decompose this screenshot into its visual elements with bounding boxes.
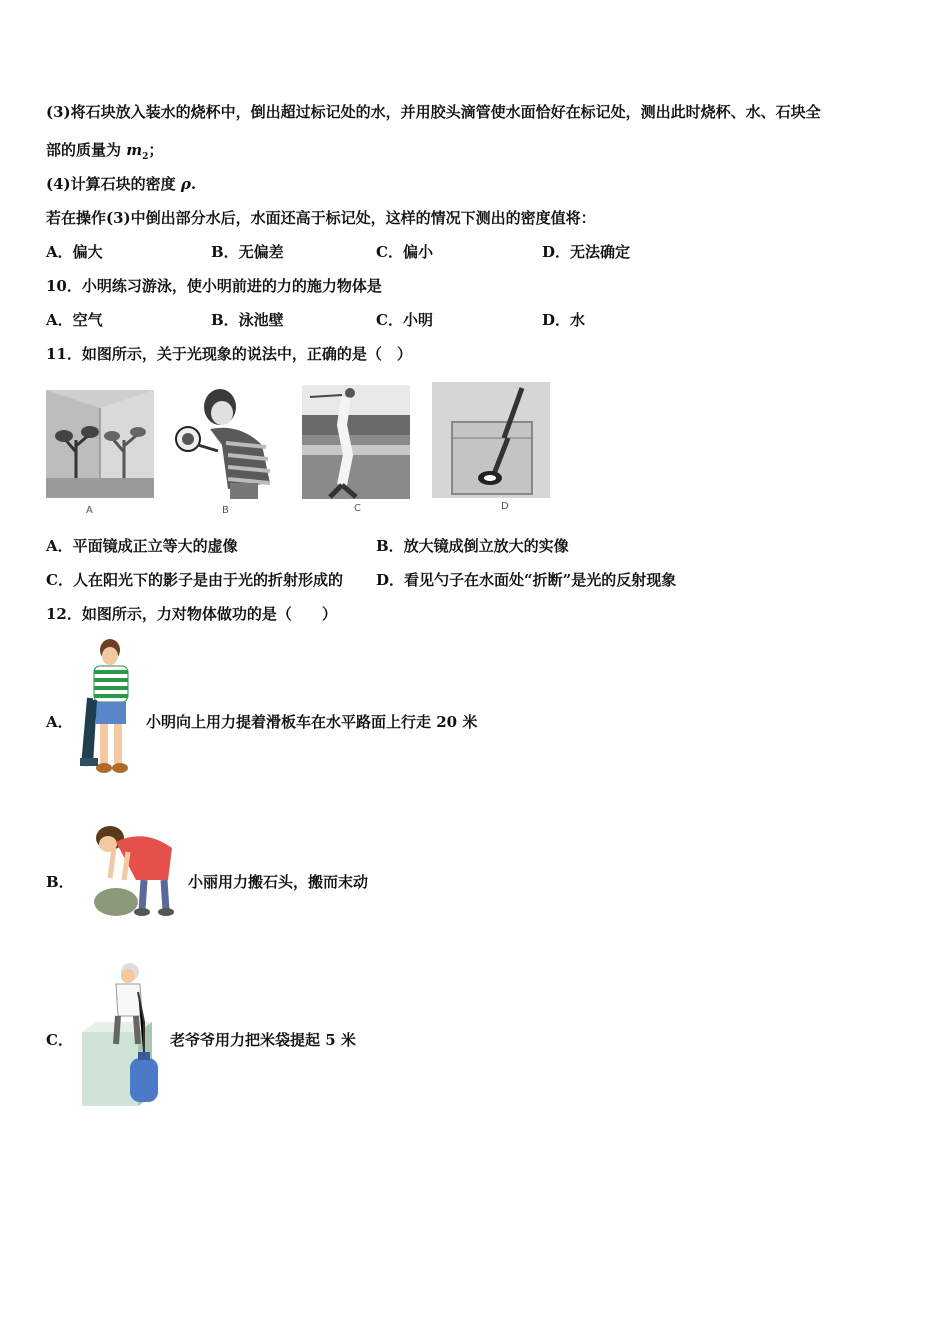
q12-option-b-label[interactable]: B． [46,873,74,891]
q9-step4-prefix: (4)计算石块的密度 [46,175,181,193]
q11-image-c [302,385,410,499]
q9-option-a[interactable]: A．偏大 [46,243,103,261]
q9-step3-line1: (3)将石块放入装水的烧杯中，倒出超过标记处的水，并用胶头滴管使水面恰好在标记处，测出此时烧杯、水、石块全 [46,103,821,121]
q10-option-d[interactable]: D．水 [542,311,586,329]
q9-step3-line2 [46,140,163,167]
q9-density-var: ρ [180,175,191,193]
q11-label-b: B [222,505,229,516]
q9-step4-suffix: . [190,175,197,193]
q9-option-c[interactable]: C．偏小 [376,243,433,261]
q12-image-c [82,962,164,1106]
q9-option-d[interactable]: D．无法确定 [542,243,631,261]
q11-question: 11．如图所示，关于光现象的说法中，正确的是（ ） [46,345,412,363]
q9-question: 若在操作(3)中倒出部分水后，水面还高于标记处，这样的情况下测出的密度值将： [46,209,596,227]
q11-image-b [170,385,280,500]
q12-option-a-text[interactable]: 小明向上用力提着滑板车在水平路面上行走 20 米 [146,713,478,731]
q12-option-b-text[interactable]: 小丽用力搬石头，搬而末动 [188,873,369,891]
q12-question: 12．如图所示，力对物体做功的是（ ） [46,605,337,623]
q12-option-c-text[interactable]: 老爷爷用力把米袋提起 5 米 [170,1031,356,1049]
q9-step3-prefix: 部的质量为 [46,141,127,159]
q11-label-d: D [501,501,509,512]
q9-step4 [46,174,196,194]
q9-option-b[interactable]: B．无偏差 [211,243,284,261]
q12-option-a-label[interactable]: A． [46,713,73,731]
q10-question: 10．小明练习游泳，使小明前进的力的施力物体是 [46,277,382,295]
q11-option-a[interactable]: A．平面镜成正立等大的虚像 [46,537,238,555]
q11-option-c[interactable]: C．人在阳光下的影子是由于光的折射形成的 [46,571,343,589]
q11-image-d [432,382,550,498]
q10-option-c[interactable]: C．小明 [376,311,433,329]
q11-label-c: C [354,503,361,514]
q11-image-a [46,390,154,498]
q9-mass-sub: 2 [142,152,149,162]
q11-option-d[interactable]: D．看见勺子在水面处“折断”是光的反射现象 [376,571,677,589]
q11-label-a: A [86,505,93,516]
q10-option-a[interactable]: A．空气 [46,311,103,329]
q9-step3-suffix: ； [148,141,164,159]
q9-mass-var: m [126,141,143,159]
q12-image-a [80,638,140,778]
q11-option-b[interactable]: B．放大镜成倒立放大的实像 [376,537,569,555]
q10-option-b[interactable]: B．泳池壁 [211,311,284,329]
q12-option-c-label[interactable]: C． [46,1031,73,1049]
q12-image-b [84,818,184,918]
